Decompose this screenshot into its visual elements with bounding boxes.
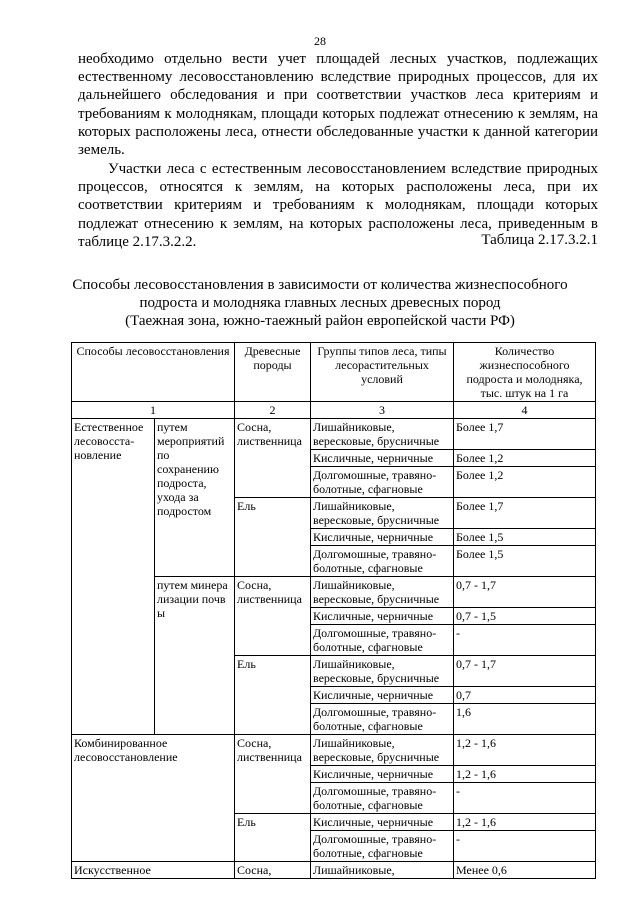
forest-type-cell: Кисличные, черничные [311, 529, 454, 546]
title-line-2: подроста и молодняка главных лесных древесных пород [139, 295, 501, 311]
header-quantity: Количество жизнеспособного подроста и молодняка, тыс. штук на 1 га [454, 343, 596, 402]
table-row [72, 735, 596, 766]
forest-type-cell: Лишайниковые, вересковые, брусничные [311, 419, 454, 450]
forest-type-cell: Долгомошные, травяно-болотные, сфагновые [311, 783, 454, 814]
forest-type-cell: Долгомошные, травяно-болотные, сфагновые [311, 625, 454, 656]
forest-type-cell: Кисличные, черничные [311, 814, 454, 831]
header-methods: Способы лесовосстановления [72, 343, 235, 402]
species-cell: Ель [235, 498, 311, 577]
table-row [72, 419, 596, 450]
quantity-cell: - [454, 783, 596, 814]
species-cell: Ель [235, 656, 311, 735]
quantity-cell: 0,7 [454, 687, 596, 704]
forest-type-cell: Лишайниковые, вересковые, брусничные [311, 577, 454, 608]
quantity-cell: Более 1,7 [454, 498, 596, 529]
table-header-row [72, 343, 596, 402]
col-number: 4 [454, 402, 596, 419]
forest-type-cell: Лишайниковые, вересковые, брусничные [311, 735, 454, 766]
quantity-cell: 0,7 - 1,5 [454, 608, 596, 625]
method-combined: Комбинированное лесовосстановление [72, 735, 235, 862]
forest-type-cell: Долгомошные, травяно-болотные, сфагновые [311, 831, 454, 862]
species-cell: Сосна, лиственница [235, 419, 311, 498]
paragraph-1: необходимо отдельно вести учет площадей лесных участков, подлежащих естественному лесовосстановлению вследствие природных процессов, для их дальнейшего обследования и при соответствии участков леса критериям и требованиям к молоднякам, площади которых подлежат отнесению к землям, на которых расположены леса, отнести обследованные участки к данной категории земель. [78, 51, 598, 159]
species-cell: Ель [235, 814, 311, 862]
quantity-cell: 1,2 - 1,6 [454, 766, 596, 783]
forest-type-cell: Кисличные, черничные [311, 450, 454, 467]
quantity-cell: Более 1,2 [454, 450, 596, 467]
table-row [72, 862, 596, 879]
paragraph-2: Участки леса с естественным лесовосстановлением вследствие природных процессов, относятся к землям, на которых расположены леса, при их соответствии критериям и требованиям к молоднякам, площади которых подлежат отнесению к землям, на которых расположены леса, приведенным в таблице 2.17.3.2.2. [78, 161, 598, 250]
quantity-cell: Более 1,2 [454, 467, 596, 498]
species-cell: Сосна, лиственница [235, 577, 311, 656]
col-number: 2 [235, 402, 311, 419]
col-number: 3 [311, 402, 454, 419]
table-title [60, 276, 580, 330]
quantity-cell: Более 1,5 [454, 529, 596, 546]
table-number-row [72, 402, 596, 419]
page-number: 28 [314, 34, 326, 48]
quantity-cell: Более 1,5 [454, 546, 596, 577]
quantity-cell: 0,7 - 1,7 [454, 656, 596, 687]
quantity-cell: - [454, 625, 596, 656]
quantity-cell: Более 1,7 [454, 419, 596, 450]
title-line-3: (Таежная зона, южно-таежный район европейской части РФ) [125, 313, 515, 329]
submethod-mineral: путем минерализации почвы [155, 577, 235, 735]
table-number: Таблица 2.17.3.2.1 [481, 232, 598, 248]
forest-type-cell: Лишайниковые, [311, 862, 454, 879]
quantity-cell: 1,2 - 1,6 [454, 735, 596, 766]
method-natural: Естественное лесовосста-новление [72, 419, 155, 735]
method-artificial: Искусственное [72, 862, 235, 879]
forest-type-cell: Кисличные, черничные [311, 766, 454, 783]
header-forest-types: Группы типов леса, типы лесорастительных условий [311, 343, 454, 402]
col-number: 1 [72, 402, 235, 419]
submethod-measures: путем мероприятий по сохранению подроста, ухода за подростом [155, 419, 235, 577]
quantity-cell: 1,6 [454, 704, 596, 735]
forest-type-cell: Кисличные, черничные [311, 687, 454, 704]
title-line-1: Способы лесовосстановления в зависимости от количества жизнеспособного [72, 277, 568, 293]
forest-type-cell: Долгомошные, травяно-болотные, сфагновые [311, 704, 454, 735]
forest-type-cell: Лишайниковые, вересковые, брусничные [311, 498, 454, 529]
reforestation-table [71, 342, 596, 879]
species-cell: Сосна, лиственница [235, 735, 311, 814]
forest-type-cell: Долгомошные, травяно-болотные, сфагновые [311, 546, 454, 577]
header-species: Древесные породы [235, 343, 311, 402]
species-cell: Сосна, [235, 862, 311, 879]
forest-type-cell: Кисличные, черничные [311, 608, 454, 625]
quantity-cell: Менее 0,6 [454, 862, 596, 879]
quantity-cell: - [454, 831, 596, 862]
quantity-cell: 0,7 - 1,7 [454, 577, 596, 608]
forest-type-cell: Лишайниковые, вересковые, брусничные [311, 656, 454, 687]
forest-type-cell: Долгомошные, травяно-болотные, сфагновые [311, 467, 454, 498]
quantity-cell: 1,2 - 1,6 [454, 814, 596, 831]
